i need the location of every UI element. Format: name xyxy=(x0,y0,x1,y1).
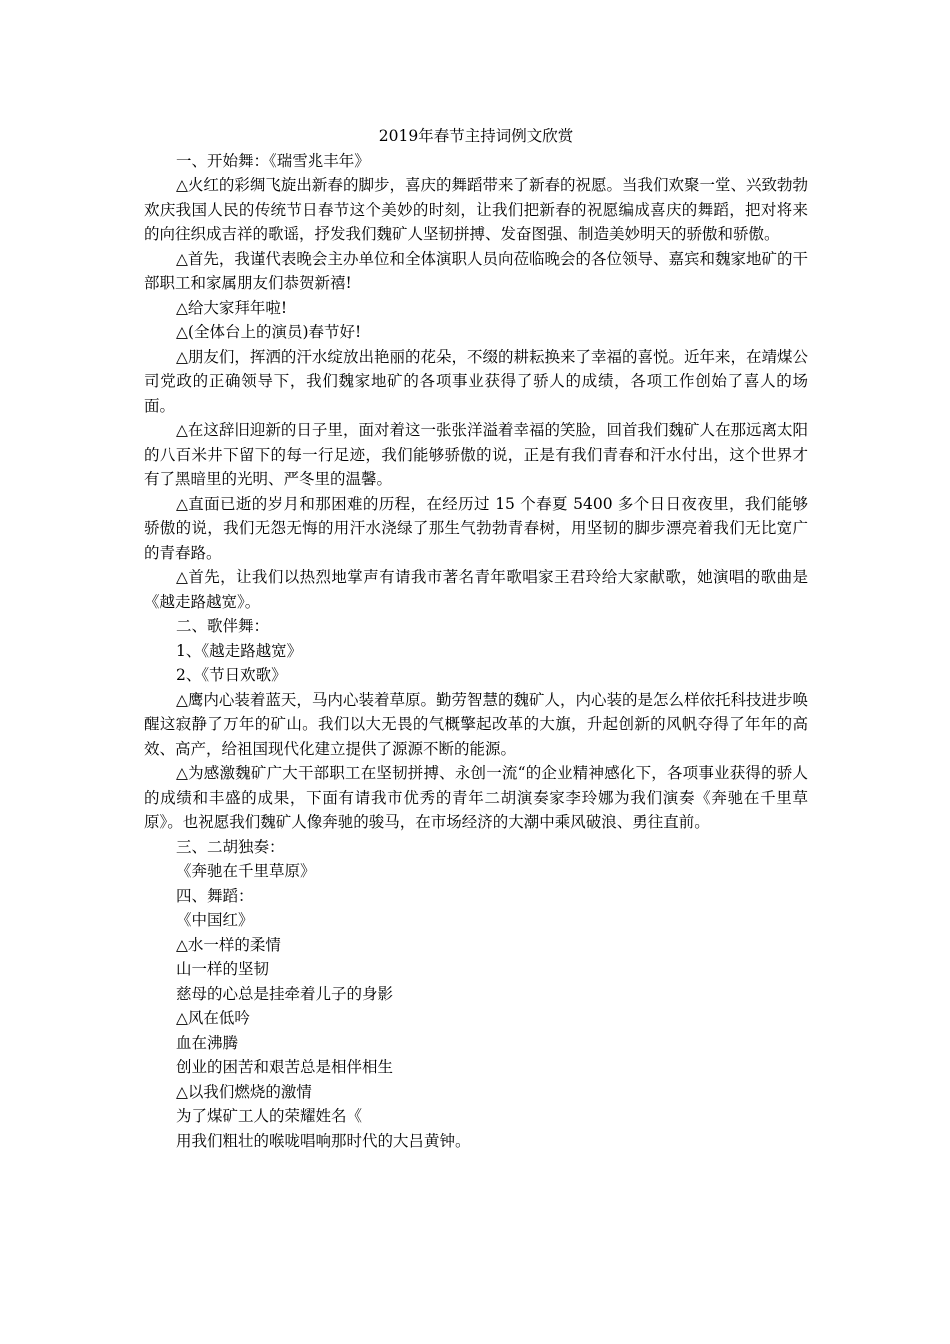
text-line: 2、《节日欢歌》 xyxy=(176,666,287,684)
text-line: 四、舞蹈： xyxy=(176,886,254,905)
paragraph: △直面已逝的岁月和那困难的历程，在经历过 15 个春夏 5400 多个日日夜夜里，我们能够骄傲的说，我们无怨无悔的用汗水浇绿了那生气勃勃青春树，用坚韧的脚步漂亮着我们无比宽广的青春路。 xyxy=(144,494,808,562)
text-line: 《奔驰在千里草原》 xyxy=(176,862,316,880)
paragraph: △火红的彩绸飞旋出新春的脚步，喜庆的舞蹈带来了新春的祝愿。当我们欢聚一堂、兴致勃勃欢庆我国人民的传统节日春节这个美妙的时刻，让我们把新春的祝愿编成喜庆的舞蹈，把对将来的向往织成吉祥的歌谣，抒发我们魏矿人坚韧拼搏、发奋图强、制造美妙明天的骄傲和骄傲。 xyxy=(144,176,808,243)
paragraph: △在这辞旧迎新的日子里，面对着这一张张洋溢着幸福的笑脸，回首我们魏矿人在那远离太阳的八百米井下留下的每一行足迹，我们能够骄傲的说，正是有我们青春和汗水付出，这个世界才有了黑暗里的光明、严冬里的温馨。 xyxy=(144,421,808,488)
text-line: △给大家拜年啦! xyxy=(176,298,288,317)
text-line: 山一样的坚韧 xyxy=(176,960,270,978)
document-body xyxy=(144,124,808,1153)
text-line: 血在沸腾 xyxy=(176,1033,239,1052)
text-line: △水一样的柔情 xyxy=(176,935,281,954)
paragraph: △朋友们，挥洒的汗水绽放出艳丽的花朵，不缀的耕耘换来了幸福的喜悦。近年来，在靖煤公司党政的正确领导下，我们魏家地矿的各项事业获得了骄人的成绩，各项工作创始了喜人的场面。 xyxy=(144,347,808,415)
text-line: △以我们燃烧的激情 xyxy=(176,1082,312,1101)
paragraph: △为感激魏矿广大干部职工在坚韧拼搏、永创一流“的企业精神感化下，各项事业获得的骄人的成绩和丰盛的成果，下面有请我市优秀的青年二胡演奏家李玲娜为我们演奏《奔驰在千里草原》。也祝愿我们魏矿人像奔驰的骏马，在市场经济的大潮中乘风破浪、勇往直前。 xyxy=(144,764,808,831)
text-line: 为了煤矿工人的荣耀姓名《 xyxy=(176,1107,363,1125)
text-line: 用我们粗壮的喉咙唱响那时代的大吕黄钟。 xyxy=(176,1131,471,1150)
document-blocks xyxy=(144,149,808,1154)
paragraph: △鹰内心装着蓝天，马内心装着草原。勤劳智慧的魏矿人，内心装的是怎么样依托科技进步唤醒这寂静了万年的矿山。我们以大无畏的气概擎起改革的大旗，升起创新的风帆夺得了年年的高效、高产，给祖国现代化建立提供了源源不断的能源。 xyxy=(144,690,808,758)
text-line: 三、二胡独奏： xyxy=(176,837,285,856)
text-line: △(全体台上的演员)春节好! xyxy=(176,323,362,341)
text-line: 《中国红》 xyxy=(176,911,254,929)
text-line: 慈母的心总是挂牵着儿子的身影 xyxy=(176,984,394,1003)
text-line: 二、歌伴舞： xyxy=(176,617,270,635)
text-line: △风在低吟 xyxy=(176,1009,250,1027)
paragraph: △首先，我谨代表晚会主办单位和全体演职人员向莅临晚会的各位领导、嘉宾和魏家地矿的干部职工和家属朋友们恭贺新禧! xyxy=(144,249,808,292)
text-line: 创业的困苦和艰苦总是相伴相生 xyxy=(176,1058,394,1076)
paragraph: △首先，让我们以热烈地掌声有请我市著名青年歌唱家王君玲给大家献歌，她演唱的歌曲是《越走路越宽》。 xyxy=(144,568,808,611)
document-title: 2019年春节主持词例文欣赏 xyxy=(378,127,574,145)
text-line: 1、《越走路越宽》 xyxy=(176,641,303,660)
text-line: 一、开始舞：《瑞雪兆丰年》 xyxy=(176,151,370,170)
